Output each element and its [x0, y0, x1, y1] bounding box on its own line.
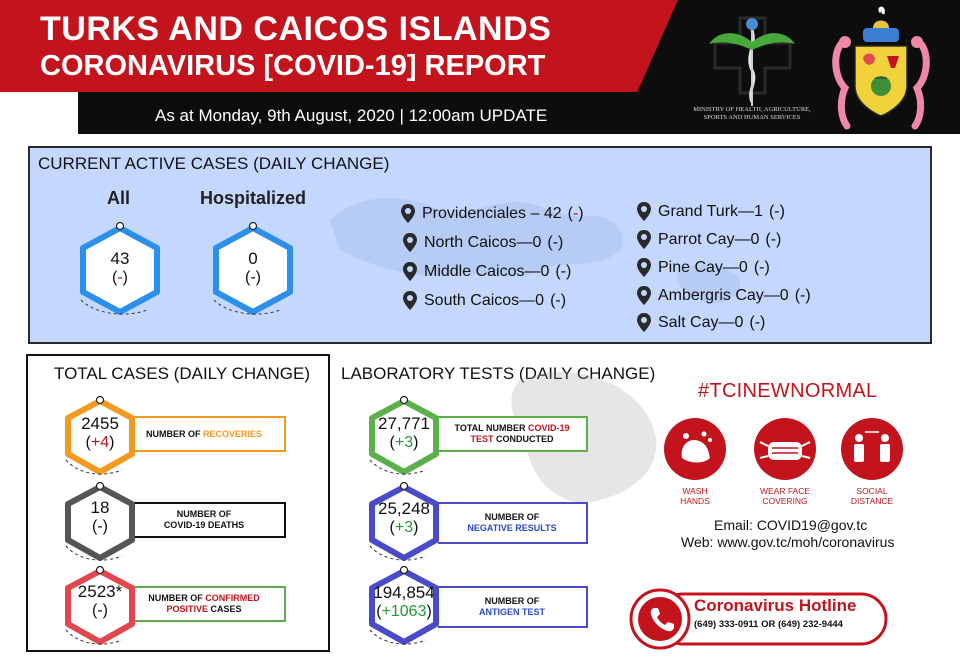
recoveries-value: 2455: [81, 414, 119, 433]
island-change-value: -: [552, 233, 559, 251]
negative-label-line2: NEGATIVE RESULTS: [467, 523, 557, 533]
deaths-change: (-): [92, 518, 108, 535]
location-pin-icon: [402, 261, 418, 283]
deaths-figures: [62, 498, 138, 536]
total-tests-figures: [366, 414, 442, 452]
wash-hands-icon: [664, 418, 726, 480]
confirmed-label-prefix: NUMBER OF: [148, 593, 206, 603]
contact-website[interactable]: Web: www.gov.tc/moh/coronavirus: [681, 534, 895, 550]
recoveries-label: [146, 429, 262, 440]
island-item: [636, 282, 811, 309]
wash-hands-glyph: [664, 418, 726, 480]
confirmed-label-positive: POSITIVE: [166, 604, 208, 614]
confirmed-change: (-): [92, 602, 108, 619]
negative-change: (+3): [389, 519, 419, 536]
location-pin-icon: [636, 229, 652, 251]
hotline-phone-numbers[interactable]: (649) 333-0911 OR (649) 232-9444: [694, 619, 843, 630]
antigen-label: [479, 596, 545, 618]
antigen-value: 194,854: [373, 583, 435, 602]
island-change: (-): [749, 314, 766, 331]
antigen-change: (+1063): [376, 603, 432, 620]
island-change: (-): [765, 230, 782, 248]
total-tests-label-suffix: CONDUCTED: [493, 434, 554, 444]
negative-label-box: [438, 502, 588, 544]
antigen-change-value: +1063: [381, 603, 427, 620]
new-normal-hashtag: #TCINEWNORMAL: [698, 380, 878, 402]
total-tests-change: (+3): [389, 434, 419, 451]
island-name: Parrot Cay—0: [658, 230, 760, 248]
island-name: Middle Caicos—0: [424, 263, 550, 280]
island-name: Grand Turk—1: [658, 202, 763, 220]
island-item: [636, 198, 811, 225]
island-change-value: -: [560, 263, 567, 280]
island-change: (-): [567, 205, 584, 222]
contact-email[interactable]: Email: COVID19@gov.tc: [714, 517, 868, 533]
hospitalized-label: Hospitalized: [200, 188, 307, 208]
negative-label: [467, 512, 556, 534]
island-item: [402, 228, 584, 257]
phone-icon: [647, 605, 677, 635]
lab-tests-title: LABORATORY TESTS (DAILY CHANGE): [341, 364, 656, 383]
hospitalized-change-value: -: [250, 269, 256, 286]
location-pin-icon: [636, 285, 652, 307]
hotline-title: Coronavirus Hotline: [694, 596, 857, 615]
location-pin-icon: [636, 201, 652, 223]
total-tests-value: 27,771: [378, 414, 430, 433]
location-pin-icon: [402, 232, 418, 254]
island-item: [400, 200, 584, 228]
antigen-label-line2: ANTIGEN TEST: [478, 607, 545, 617]
recoveries-label-prefix: NUMBER OF: [145, 428, 203, 439]
confirmed-label-highlight: CONFIRMED: [205, 593, 260, 603]
island-name: Pine Cay—0: [658, 259, 748, 276]
island-name: Providenciales – 42: [422, 205, 562, 222]
recoveries-figures: [62, 414, 138, 452]
deaths-change-value: -: [97, 518, 103, 535]
island-item: [636, 254, 811, 282]
wash-hands-label: [664, 486, 726, 506]
total-tests-change-value: +3: [394, 434, 414, 451]
antigen-figures: [364, 583, 444, 621]
recoveries-change: (+4): [85, 434, 115, 451]
island-change-value: -: [555, 292, 561, 309]
active-cases-title: CURRENT ACTIVE CASES (DAILY CHANGE): [38, 154, 390, 173]
total-cases-title: TOTAL CASES (DAILY CHANGE): [54, 364, 311, 383]
recoveries-label-highlight: RECOVERIES: [202, 428, 262, 439]
confirmed-figures: [62, 582, 138, 620]
recoveries-change-value: +4: [90, 434, 110, 451]
island-change-value: -: [759, 259, 765, 276]
deaths-value: 18: [90, 498, 110, 517]
location-pin-icon: [402, 290, 418, 312]
social-distance-label-line1: SOCIAL: [856, 486, 888, 496]
location-pin-icon: [400, 203, 416, 225]
recoveries-label-box: [122, 416, 286, 452]
island-name: Ambergris Cay—0: [658, 286, 789, 304]
island-change: (-): [555, 263, 572, 280]
island-change: (-): [768, 202, 785, 220]
island-change-value: -: [770, 230, 777, 248]
confirmed-change-value: -: [97, 602, 103, 619]
face-covering-icon: [754, 418, 816, 480]
all-cases-value: 43: [110, 249, 130, 268]
total-tests-label-test: TEST: [470, 434, 494, 444]
island-change: (-): [547, 233, 564, 251]
total-tests-label: [454, 423, 569, 445]
hospitalized-change: (-): [245, 269, 261, 286]
wash-hands-label-line1: WASH: [682, 486, 708, 496]
antigen-label-line1: NUMBER OF: [484, 596, 540, 606]
social-distance-label-line2: DISTANCE: [850, 496, 894, 506]
hospitalized-figures: [208, 249, 298, 287]
all-cases-change: (-): [112, 269, 128, 286]
island-name: North Caicos—0: [424, 233, 542, 251]
wash-hands-label-line2: HANDS: [680, 496, 710, 506]
confirmed-label: [148, 593, 260, 615]
report-date: As at Monday, 9th August, 2020 | 12:00am UPDATE: [155, 106, 548, 125]
hospitalized-value: 0: [248, 249, 258, 268]
island-change-value: -: [572, 205, 579, 222]
confirmed-label-box: [122, 586, 286, 622]
confirmed-label-suffix: CASES: [208, 604, 242, 614]
negative-value: 25,248: [378, 499, 430, 518]
island-change: (-): [794, 286, 811, 304]
island-name: South Caicos—0: [424, 292, 545, 309]
social-distance-glyph: [841, 418, 903, 480]
location-pin-icon: [636, 312, 652, 334]
all-cases-change-value: -: [117, 269, 123, 286]
island-change-value: -: [774, 202, 780, 220]
face-covering-label-line2: COVERING: [762, 496, 808, 506]
face-mask-glyph: [754, 418, 816, 480]
island-item: [402, 287, 584, 315]
all-cases-figures: [75, 249, 165, 287]
location-pin-icon: [636, 257, 652, 279]
ministry-name: [690, 106, 814, 122]
deaths-label-box: [122, 502, 286, 538]
total-tests-label-prefix: TOTAL NUMBER: [454, 423, 528, 433]
coat-of-arms: [825, 6, 937, 130]
social-distance-icon: [841, 418, 903, 480]
island-item: [636, 309, 811, 337]
face-covering-label-line1: WEAR FACE: [759, 486, 811, 496]
negative-change-value: +3: [394, 519, 414, 536]
total-tests-label-highlight: COVID-19: [527, 423, 570, 433]
face-covering-label: [750, 486, 820, 506]
island-change: (-): [550, 292, 567, 309]
deaths-label: [164, 509, 244, 531]
ministry-name-line1: MINISTRY OF HEALTH, AGRICULTURE,: [693, 106, 811, 113]
island-change-value: -: [800, 286, 806, 304]
all-label: All: [107, 188, 131, 208]
island-item: [402, 257, 584, 287]
negative-figures: [366, 499, 442, 537]
islands-list-right: [636, 198, 811, 337]
negative-label-line1: NUMBER OF: [484, 512, 540, 522]
island-item: [636, 225, 811, 254]
confirmed-value: 2523*: [77, 582, 123, 601]
island-name: Salt Cay—0: [658, 314, 744, 331]
deaths-label-line2: COVID-19 DEATHS: [163, 520, 245, 530]
report-title-line1: TURKS AND CAICOS ISLANDS: [40, 10, 552, 48]
ministry-name-line2: SPORTS AND HUMAN SERVICES: [703, 114, 801, 121]
report-title-line2: CORONAVIRUS [COVID-19] REPORT: [40, 50, 546, 82]
antigen-label-box: [438, 586, 588, 628]
total-tests-label-box: [438, 416, 588, 452]
island-change-value: -: [754, 314, 761, 331]
islands-list-left: [400, 200, 584, 315]
island-change: (-): [753, 259, 770, 276]
deaths-label-line1: NUMBER OF: [176, 509, 232, 519]
social-distance-label: [841, 486, 903, 506]
